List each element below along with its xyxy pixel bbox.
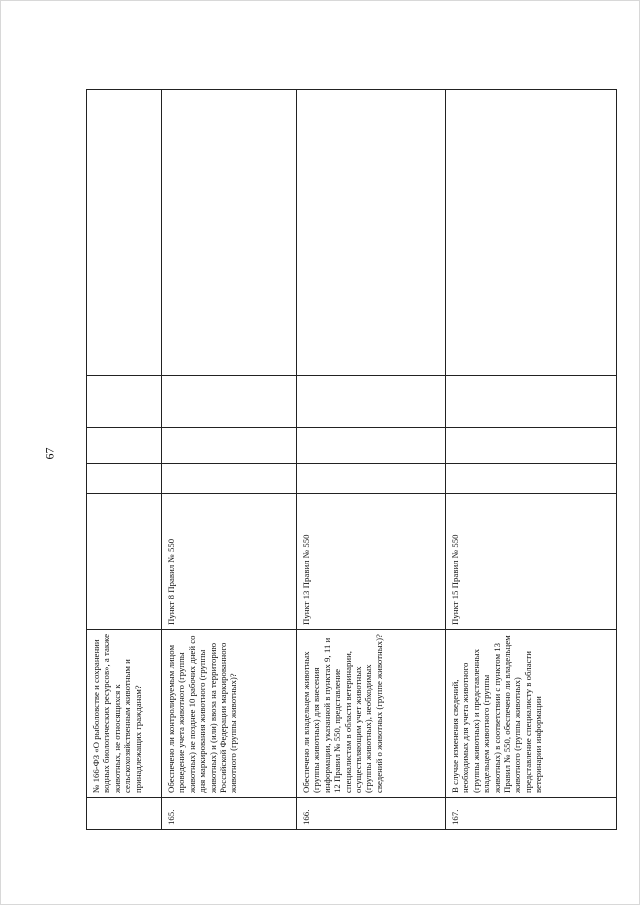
page-number: 67 (42, 447, 57, 460)
row-reference: Пункт 8 Правил № 550 (162, 494, 297, 630)
row-number: 165. (162, 798, 297, 830)
row-cell-no (162, 428, 297, 464)
row-number (87, 798, 162, 830)
row-cell-no (446, 428, 617, 464)
row-cell-no (297, 428, 446, 464)
row-cell-notes (162, 90, 297, 376)
row-cell-notes (446, 90, 617, 376)
row-cell-no (87, 428, 162, 464)
row-cell-yes (87, 464, 162, 494)
row-cell-na (297, 376, 446, 428)
row-question: Обеспечено ли владельцем животных (группы животных) для внесения информации, указанной в пунктах 9, 11 и 12 Правил № 550, представление специалистам в области ветеринарии, осуществляющим учет животных (группы животных), необходимых сведений о животных (группе животных)? (297, 630, 446, 798)
rotated-table-content (86, 90, 616, 830)
row-cell-yes (297, 464, 446, 494)
row-reference: Пункт 13 Правил № 550 (297, 494, 446, 630)
row-cell-yes (446, 464, 617, 494)
row-cell-yes (162, 464, 297, 494)
row-question: В случае изменения сведений, необходимых для учета животного (группы животных) и представленных владельцем животного (группы животных) в соответствии с пунктом 13 Правил № 550, обеспечено ли владельцем животного (группы животных) представление специалисту в области ветеринарии информации (446, 630, 617, 798)
row-reference (87, 494, 162, 630)
row-reference: Пункт 15 Правил № 550 (446, 494, 617, 630)
row-cell-na (446, 376, 617, 428)
row-cell-notes (87, 90, 162, 376)
table-row (446, 90, 617, 830)
table-row (162, 90, 297, 830)
row-cell-na (162, 376, 297, 428)
row-number: 166. (297, 798, 446, 830)
rotated-table-area (86, 90, 616, 830)
table-row (297, 90, 446, 830)
row-number: 167. (446, 798, 617, 830)
table-row (87, 90, 162, 830)
row-question: Обеспечено ли контролируемым лицом проведение учета животного (группы животных) не позднее 10 рабочих дней со дня маркирования животного (группы животных) и (или) ввоза на территорию Российской Федерации маркированного животного (группы животных)? (162, 630, 297, 798)
checklist-table (86, 89, 617, 830)
row-question: № 166-ФЗ «О рыболовстве и сохранении водных биологических ресурсов», а также животных, не относящихся к сельскохозяйственным животным и принадлежащих гражданам? (87, 630, 162, 798)
row-cell-notes (297, 90, 446, 376)
row-cell-na (87, 376, 162, 428)
